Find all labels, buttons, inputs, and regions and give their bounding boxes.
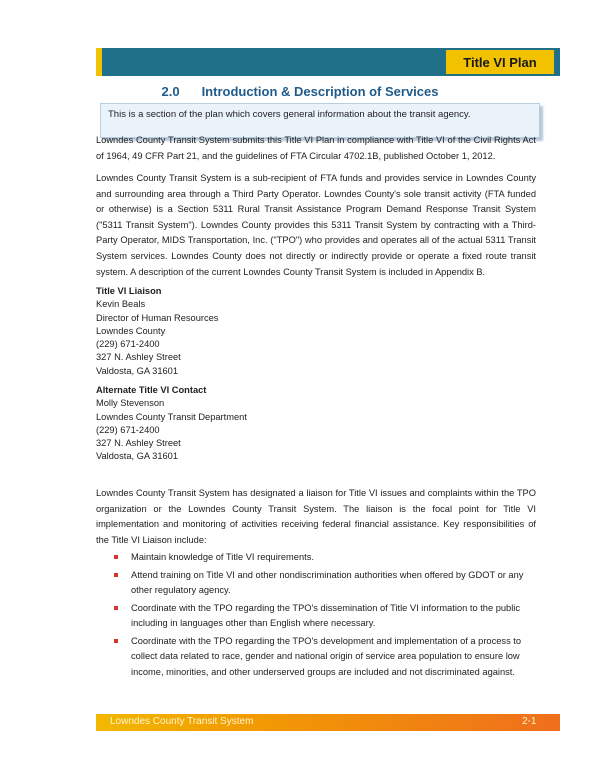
section-number: 2.0 xyxy=(161,84,180,99)
header-accent xyxy=(96,48,102,76)
liaison-line: (229) 671-2400 xyxy=(96,339,160,350)
bullet-icon xyxy=(114,573,118,577)
alternate-contact-block xyxy=(96,384,247,464)
note-text: This is a section of the plan which covers general information about the transit agency. xyxy=(108,109,471,120)
alternate-line: 327 N. Ashley Street xyxy=(96,438,181,449)
liaison-heading: Title VI Liaison xyxy=(96,286,162,296)
alternate-line: (229) 671-2400 xyxy=(96,424,160,435)
list-item-text: Coordinate with the TPO regarding the TPO's development and implementation of a process to collect data related to race, gender and national origin of service area population to ensure low income, minorities, and other underserved groups are included and not discriminated against. xyxy=(131,635,522,677)
list-item xyxy=(114,550,538,566)
alternate-heading: Alternate Title VI Contact xyxy=(96,385,207,395)
liaison-line: Valdosta, GA 31601 xyxy=(96,365,179,376)
list-item-text: Maintain knowledge of Title VI requirements. xyxy=(131,552,314,562)
list-item-text: Coordinate with the TPO regarding the TPO's dissemination of Title VI information to the public including in languages other than English where necessary. xyxy=(131,602,521,628)
alternate-line: Molly Stevenson xyxy=(96,398,165,409)
alternate-line: Lowndes County Transit Department xyxy=(96,411,247,422)
liaison-block xyxy=(96,285,218,378)
bullet-icon xyxy=(114,606,118,610)
description-paragraph: Lowndes County Transit System is a sub-recipient of FTA funds and provides service in Lowndes County and surrounding area through a Third Party Operator. Lowndes County's sole transit activity (FTA funded or otherwise) is a Section 5311 Rural Transit Assistance Program Demand Response Transit System ("5311 Transit System"). Lowndes County provides this 5311 Transit System by contracting with a Third-Party Operator, MIDS Transportation, Inc. ("TPO") who provides and operates all of the actual 5311 Transit System services. Lowndes County does not directly or indirectly provide or operate a fixed route transit system. A description of the current Lowndes County Transit System is included in Appendix B. xyxy=(96,173,536,277)
liaison-line: Lowndes County xyxy=(96,325,166,336)
list-item xyxy=(114,568,538,599)
header-tag: Title VI Plan xyxy=(446,50,554,74)
list-item xyxy=(114,601,538,632)
intro-paragraph: Lowndes County Transit System submits this Title VI Plan in compliance with Title VI of the Civil Rights Act of 1964, 49 CFR Part 21, and the guidelines of FTA Circular 4702.1B, published October 1, 2012. xyxy=(96,135,536,161)
footer-title: Lowndes County Transit System xyxy=(110,716,254,727)
page-number: 2-1 xyxy=(522,716,537,727)
section-title xyxy=(0,84,600,99)
liaison-line: 327 N. Ashley Street xyxy=(96,352,181,363)
responsibilities-list xyxy=(114,550,538,682)
bullet-icon xyxy=(114,555,118,559)
liaison-paragraph: Lowndes County Transit System has designated a liaison for Title VI issues and complaints within the TPO organization or the Lowndes County Transit System. The liaison is the focal point for Title VI implementation and monitoring of activities receiving federal financial assistance. Key responsibilities of the Title VI Liaison include: xyxy=(96,488,536,545)
alternate-line: Valdosta, GA 31601 xyxy=(96,451,179,462)
section-title-text: Introduction & Description of Services xyxy=(201,84,439,99)
bullet-icon xyxy=(114,639,118,643)
list-item xyxy=(114,634,538,681)
liaison-line: Kevin Beals xyxy=(96,299,146,310)
liaison-line: Director of Human Resources xyxy=(96,312,219,323)
list-item-text: Attend training on Title VI and other nondiscrimination authorities when offered by GDOT or any other regulatory agency. xyxy=(131,569,524,595)
